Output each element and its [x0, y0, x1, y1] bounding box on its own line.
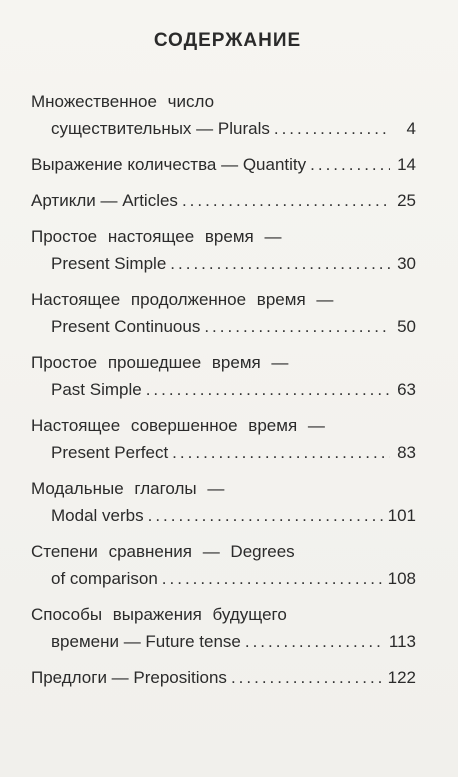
- toc-entry-title: Множественное число: [31, 92, 215, 111]
- toc-entry-subtitle: Past Simple: [51, 380, 142, 399]
- dot-leader: [274, 115, 390, 142]
- toc-entry-heading-line: [31, 286, 416, 313]
- toc-page-number: 63: [397, 380, 416, 399]
- toc-entry-subtitle: Present Continuous: [51, 317, 201, 336]
- toc-entry-title: Выражение количества — Quantity: [31, 155, 307, 174]
- toc-entry-title: Настоящее совершенное время —: [31, 416, 325, 435]
- toc-entry-heading-line: [31, 349, 416, 376]
- dot-leader: [162, 565, 384, 592]
- dot-leader: [148, 502, 384, 529]
- toc-entry-heading-line: [31, 223, 416, 250]
- toc-entry-plurals: [31, 88, 416, 142]
- dot-leader: [231, 664, 384, 691]
- dot-leader: [204, 313, 390, 340]
- toc-entry-heading-line: [31, 538, 416, 565]
- toc-entry-continuation-line: [31, 250, 416, 277]
- toc-entry-present-continuous: [31, 286, 416, 340]
- toc-entry-title: Артикли — Articles: [31, 191, 178, 210]
- toc-entry-modal-verbs: [31, 475, 416, 529]
- toc-entry-title: Простое настоящее время —: [31, 227, 282, 246]
- dot-leader: [182, 187, 390, 214]
- toc-page-number: 25: [397, 191, 416, 210]
- toc-entry-continuation-line: [31, 376, 416, 403]
- toc-entry-continuation-line: [31, 502, 416, 529]
- toc-entry-line: [31, 151, 416, 178]
- toc-entry-future-tense: [31, 601, 416, 655]
- toc-entry-title: Способы выражения будущего: [31, 605, 287, 624]
- toc-entry-articles: [31, 187, 416, 214]
- dot-leader: [172, 439, 390, 466]
- toc-entry-title: Степени сравнения — Degrees: [31, 542, 295, 561]
- toc-entry-continuation-line: [31, 565, 416, 592]
- toc-page-number: 30: [397, 254, 416, 273]
- table-of-contents: [31, 88, 416, 691]
- toc-entry-subtitle: существительных — Plurals: [51, 119, 270, 138]
- toc-entry-heading-line: [31, 475, 416, 502]
- toc-entry-past-simple: [31, 349, 416, 403]
- toc-entry-present-perfect: [31, 412, 416, 466]
- toc-entry-subtitle: Present Perfect: [51, 443, 169, 462]
- toc-page-number: 108: [387, 569, 416, 588]
- toc-entry-title: Предлоги — Prepositions: [31, 668, 227, 687]
- toc-entry-subtitle: Present Simple: [51, 254, 167, 273]
- toc-page-number: 101: [387, 506, 416, 525]
- toc-page-number: 14: [397, 155, 416, 174]
- toc-entry-title: Простое прошедшее время —: [31, 353, 289, 372]
- toc-entry-quantity: [31, 151, 416, 178]
- dot-leader: [146, 376, 390, 403]
- toc-entry-continuation-line: [31, 115, 416, 142]
- toc-entry-title: Модальные глаголы —: [31, 479, 225, 498]
- toc-entry-degrees-of-comparison: [31, 538, 416, 592]
- toc-entry-heading-line: [31, 601, 416, 628]
- toc-entry-continuation-line: [31, 439, 416, 466]
- toc-page-number: 4: [406, 119, 416, 138]
- toc-entry-subtitle: of comparison: [51, 569, 158, 588]
- toc-page-number: 122: [387, 668, 416, 687]
- toc-entry-subtitle: Modal verbs: [51, 506, 144, 525]
- dot-leader: [310, 151, 390, 178]
- toc-entry-heading-line: [31, 88, 416, 115]
- dot-leader: [245, 628, 385, 655]
- toc-entry-line: [31, 187, 416, 214]
- toc-entry-present-simple: [31, 223, 416, 277]
- toc-entry-subtitle: времени — Future tense: [51, 632, 241, 651]
- toc-page-number: 113: [388, 632, 416, 651]
- toc-page-number: 83: [397, 443, 416, 462]
- toc-page-number: 50: [397, 317, 416, 336]
- dot-leader: [170, 250, 390, 277]
- page-title: СОДЕРЖАНИЕ: [153, 30, 302, 51]
- toc-entry-continuation-line: [31, 628, 416, 655]
- toc-entry-title: Настоящее продолженное время —: [31, 290, 334, 309]
- toc-entry-heading-line: [31, 412, 416, 439]
- toc-entry-continuation-line: [31, 313, 416, 340]
- toc-entry-prepositions: [31, 664, 416, 691]
- toc-entry-line: [31, 664, 416, 691]
